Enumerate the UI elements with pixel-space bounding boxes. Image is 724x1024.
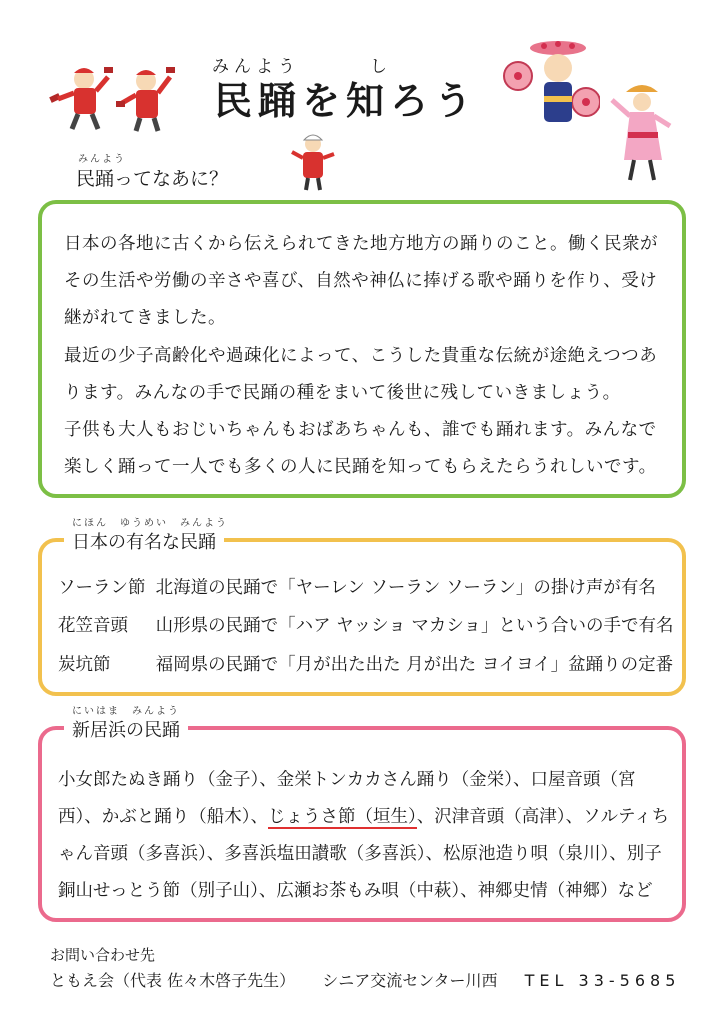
title-ruby-minyou: みんよう bbox=[212, 57, 300, 77]
famous-item-desc: 福岡県の民踊で「月が出た出た 月が出た ヨイヨイ」盆踊りの定番 bbox=[155, 655, 674, 675]
niihama-list-after: 、沢津音頭（高津）、ソルティちゃん音頭（多喜浜）、多喜浜塩田讃歌（多喜浜）、松原池造り唄（泉川）、別子銅山せっとう節（別子山）、広瀬お茶もみ唄（中萩）、神郷史情（神郷）など bbox=[58, 807, 670, 901]
famous-heading: 日本の有名な民踊 bbox=[72, 532, 216, 553]
niihama-heading: 新居浜の民踊 bbox=[72, 720, 180, 741]
niihama-heading-ruby: にいはま みんよう bbox=[72, 706, 180, 717]
contact-org: ともえ会（代表 佐々木啓子先生） bbox=[50, 971, 296, 990]
niihama-heading-tab bbox=[64, 706, 188, 742]
intro-heading: 民踊ってなあに？ bbox=[76, 168, 229, 190]
page-title: 民踊を知ろう bbox=[214, 79, 479, 123]
hanagasa-dancer-illustration bbox=[500, 38, 600, 130]
dancers-left-illustration bbox=[46, 55, 186, 137]
famous-item-desc: 北海道の民踊で「ヤーレン ソーラン ソーラン」の掛け声が有名 bbox=[155, 578, 656, 598]
intro-paragraph-1: 日本の各地に古くから伝えられてきた地方地方の踊りのこと。働く民衆がその生活や労働の辛さや喜び、自然や神仏に捧げる歌や踊りを作り、受け継がれてきました。 bbox=[64, 234, 658, 328]
famous-item bbox=[58, 574, 656, 599]
dancer-left-2 bbox=[116, 67, 175, 131]
niihama-list-before: 小女郎たぬき踊り（金子）、金栄トンカカさん踊り（金栄）、口屋音頭（宮西）、かぶと踊り（船木）、 bbox=[58, 770, 636, 827]
contact-place: シニア交流センター川西 bbox=[322, 971, 498, 990]
niihama-list bbox=[58, 762, 672, 910]
small-dancer-illustration bbox=[290, 132, 336, 194]
niihama-highlight: じょうさ節（垣生） bbox=[268, 807, 417, 827]
contact-label: お問い合わせ先 bbox=[50, 946, 156, 964]
contact-tel: TEL 33-5685 bbox=[524, 971, 681, 990]
intro-paragraph-2: 最近の少子高齢化や過疎化によって、こうした貴重な伝統が途絶えつつあります。みんなの手で民踊の種をまいて後世に残していきましょう。 bbox=[64, 346, 658, 403]
famous-item-name: 花笠音頭 bbox=[58, 616, 128, 636]
dancer-left-1 bbox=[49, 67, 113, 129]
famous-item-desc: 山形県の民踊で「ハア ヤッショ マカショ」という合いの手で有名 bbox=[155, 616, 674, 636]
famous-item bbox=[58, 612, 674, 637]
famous-item bbox=[58, 651, 673, 676]
famous-item-name: 炭坑節 bbox=[58, 655, 111, 675]
famous-heading-ruby: にほん ゆうめい みんよう bbox=[72, 518, 228, 529]
intro-paragraph-3: 子供も大人もおじいちゃんもおばあちゃんも、誰でも踊れます。みんなで楽しく踊って一人でも多くの人に民踊を知ってもらえたらうれしいです。 bbox=[64, 420, 657, 477]
famous-item-name: ソーラン節 bbox=[58, 578, 146, 598]
awa-dancer-illustration bbox=[606, 80, 676, 188]
title-ruby-shi: し bbox=[370, 57, 392, 77]
intro-heading-ruby: みんよう bbox=[78, 154, 126, 165]
famous-heading-tab bbox=[64, 518, 228, 554]
contact-line bbox=[50, 968, 702, 991]
